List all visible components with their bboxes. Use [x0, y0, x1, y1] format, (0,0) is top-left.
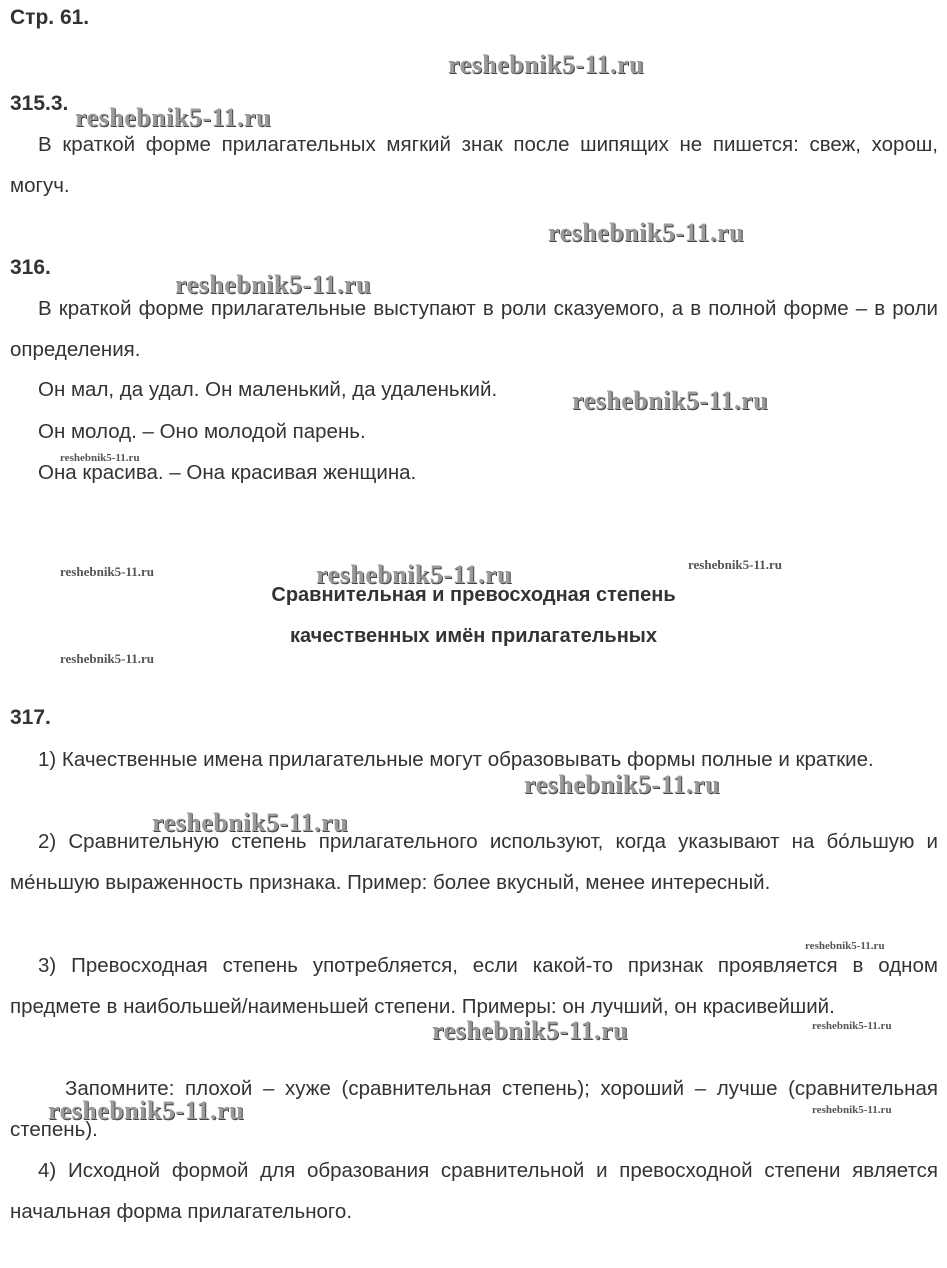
watermark: reshebnik5-11.ru — [60, 651, 155, 666]
watermark: reshebnik5-11.ru — [175, 270, 372, 299]
watermark: reshebnik5-11.ru — [60, 452, 140, 464]
watermark: reshebnik5-11.ru — [805, 940, 885, 952]
exercise-315-text: В краткой форме прилагательных мягкий знак после шипящих не пишется: свеж, хорош, могуч. — [10, 133, 938, 198]
page-label: Стр. 61. — [10, 6, 90, 29]
watermark: reshebnik5-11.ru — [524, 770, 721, 799]
exercise-317-item-3: 3) Превосходная степень употребляется, если какой-то признак проявляется в одном предмете в наибольшей/наименьшей степени. Примеры: он лучший, он красивейший. — [10, 954, 938, 1019]
watermark: reshebnik5-11.ru — [548, 218, 745, 247]
watermark: reshebnik5-11.ru — [688, 557, 783, 572]
exercise-317-item-1: 1) Качественные имена прилагательные могут образовывать формы полные и краткие. — [38, 748, 874, 771]
exercise-317-remember-note: Запомните: плохой – хуже (сравнительная степень); хороший – лучше (сравнительная степень). — [10, 1077, 938, 1142]
watermark: reshebnik5-11.ru — [48, 1096, 245, 1125]
watermark: reshebnik5-11.ru — [572, 386, 769, 415]
watermark: reshebnik5-11.ru — [152, 808, 349, 837]
example-line: Он молод. – Оно молодой парень. — [38, 420, 366, 443]
watermark: reshebnik5-11.ru — [316, 560, 513, 589]
watermark: reshebnik5-11.ru — [812, 1104, 892, 1116]
watermark: reshebnik5-11.ru — [448, 50, 645, 79]
section-title-line1: Сравнительная и превосходная степень — [271, 584, 676, 606]
watermark: reshebnik5-11.ru — [60, 564, 155, 579]
exercise-317-number: 317. — [10, 706, 51, 729]
exercise-316-number: 316. — [10, 256, 51, 279]
watermark: reshebnik5-11.ru — [432, 1016, 629, 1045]
watermark: reshebnik5-11.ru — [75, 103, 272, 132]
exercise-317-item-2: 2) Сравнительную степень прилагательного используют, когда указывают на бо́льшую и ме́ньшую выраженность признака. Пример: более вкусный, менее интересный. — [10, 830, 938, 895]
example-line: Она красива. – Она красивая женщина. — [38, 461, 417, 484]
example-line: Он мал, да удал. Он маленький, да удаленький. — [38, 378, 498, 401]
exercise-316-text: В краткой форме прилагательные выступают в роли сказуемого, а в полной форме – в роли определения. — [10, 297, 938, 362]
exercise-317-item-4: 4) Исходной формой для образования сравнительной и превосходной степени является начальная форма прилагательного. — [10, 1159, 938, 1224]
section-title-line2: качественных имён прилагательных — [289, 625, 658, 647]
watermark: reshebnik5-11.ru — [812, 1020, 892, 1032]
exercise-315-number: 315.3. — [10, 92, 69, 115]
